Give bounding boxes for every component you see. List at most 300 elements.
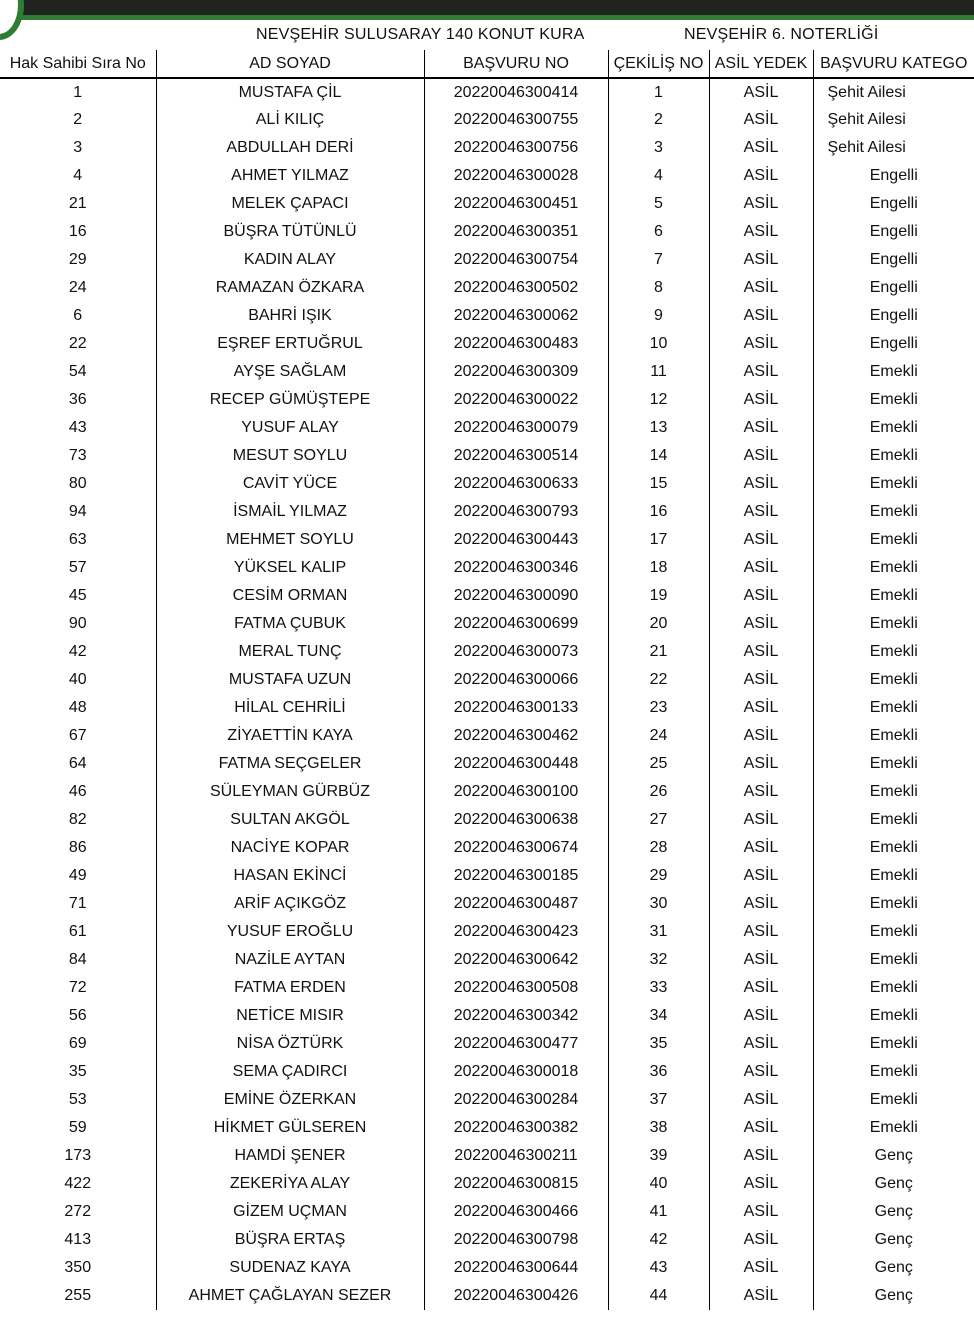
status-cell: ASİL bbox=[709, 750, 813, 778]
table-row bbox=[0, 1254, 974, 1282]
rank-cell: 173 bbox=[64, 1147, 92, 1164]
draw-no-cell: 16 bbox=[608, 498, 709, 526]
draw-no-cell: 19 bbox=[608, 582, 709, 610]
category-cell: Emekli bbox=[813, 694, 974, 722]
name-cell: NAZİLE AYTAN bbox=[156, 946, 424, 974]
application-no-cell: 20220046300079 bbox=[424, 414, 608, 442]
category-cell: Emekli bbox=[813, 554, 974, 582]
draw-no-cell: 18 bbox=[608, 554, 709, 582]
application-no-cell: 20220046300022 bbox=[424, 386, 608, 414]
application-no-cell: 20220046300414 bbox=[424, 78, 608, 106]
category-cell: Engelli bbox=[813, 274, 974, 302]
application-no-cell: 20220046300133 bbox=[424, 694, 608, 722]
status-cell: ASİL bbox=[709, 890, 813, 918]
rank-cell: 43 bbox=[68, 419, 87, 436]
application-no-cell: 20220046300642 bbox=[424, 946, 608, 974]
category-cell: Emekli bbox=[813, 386, 974, 414]
table-row bbox=[0, 1114, 974, 1142]
status-cell: ASİL bbox=[709, 1058, 813, 1086]
category-cell: Emekli bbox=[813, 1086, 974, 1114]
status-cell: ASİL bbox=[709, 414, 813, 442]
application-no-cell: 20220046300426 bbox=[424, 1282, 608, 1310]
draw-no-cell: 12 bbox=[608, 386, 709, 414]
application-no-cell: 20220046300351 bbox=[424, 218, 608, 246]
application-no-cell: 20220046300028 bbox=[424, 162, 608, 190]
draw-no-cell: 20 bbox=[608, 610, 709, 638]
status-cell: ASİL bbox=[709, 610, 813, 638]
status-cell: ASİL bbox=[709, 470, 813, 498]
name-cell: MUSTAFA ÇİL bbox=[156, 78, 424, 106]
status-cell: ASİL bbox=[709, 106, 813, 134]
application-no-cell: 20220046300211 bbox=[424, 1142, 608, 1170]
header-banner bbox=[0, 0, 974, 22]
rank-cell: 86 bbox=[68, 839, 87, 856]
status-cell: ASİL bbox=[709, 806, 813, 834]
draw-no-cell: 43 bbox=[608, 1254, 709, 1282]
name-cell: ARİF AÇIKGÖZ bbox=[156, 890, 424, 918]
category-cell: Emekli bbox=[813, 1114, 974, 1142]
application-no-cell: 20220046300699 bbox=[424, 610, 608, 638]
category-cell: Emekli bbox=[813, 806, 974, 834]
rank-cell: 29 bbox=[68, 251, 87, 268]
status-cell: ASİL bbox=[709, 638, 813, 666]
draw-no-cell: 44 bbox=[608, 1282, 709, 1310]
application-no-cell: 20220046300644 bbox=[424, 1254, 608, 1282]
status-cell: ASİL bbox=[709, 918, 813, 946]
application-no-cell: 20220046300674 bbox=[424, 834, 608, 862]
table-row bbox=[0, 1142, 974, 1170]
application-no-cell: 20220046300754 bbox=[424, 246, 608, 274]
table-row bbox=[0, 974, 974, 1002]
category-cell: Emekli bbox=[813, 946, 974, 974]
table-row bbox=[0, 162, 974, 190]
table-row bbox=[0, 106, 974, 134]
rank-cell: 53 bbox=[68, 1091, 87, 1108]
draw-no-cell: 37 bbox=[608, 1086, 709, 1114]
table-row bbox=[0, 806, 974, 834]
name-cell: NACİYE KOPAR bbox=[156, 834, 424, 862]
status-cell: ASİL bbox=[709, 694, 813, 722]
draw-no-cell: 36 bbox=[608, 1058, 709, 1086]
rank-cell: 61 bbox=[68, 923, 87, 940]
rank-cell: 82 bbox=[68, 811, 87, 828]
draw-no-cell: 38 bbox=[608, 1114, 709, 1142]
draw-no-cell: 34 bbox=[608, 1002, 709, 1030]
category-cell: Emekli bbox=[813, 890, 974, 918]
table-row bbox=[0, 134, 974, 162]
table-row bbox=[0, 1086, 974, 1114]
name-cell: ABDULLAH DERİ bbox=[156, 134, 424, 162]
rank-cell: 94 bbox=[68, 503, 87, 520]
status-cell: ASİL bbox=[709, 190, 813, 218]
name-cell: BÜŞRA TÜTÜNLÜ bbox=[156, 218, 424, 246]
table-row bbox=[0, 610, 974, 638]
name-cell: MEHMET SOYLU bbox=[156, 526, 424, 554]
draw-no-cell: 30 bbox=[608, 890, 709, 918]
status-cell: ASİL bbox=[709, 1086, 813, 1114]
draw-no-cell: 4 bbox=[608, 162, 709, 190]
application-no-cell: 20220046300382 bbox=[424, 1114, 608, 1142]
draw-no-cell: 35 bbox=[608, 1030, 709, 1058]
table-row bbox=[0, 1282, 974, 1310]
table-row bbox=[0, 666, 974, 694]
name-cell: ZİYAETTİN KAYA bbox=[156, 722, 424, 750]
rank-cell: 56 bbox=[68, 1007, 87, 1024]
draw-results-table bbox=[0, 50, 974, 1310]
name-cell: YÜKSEL KALIP bbox=[156, 554, 424, 582]
draw-no-cell: 27 bbox=[608, 806, 709, 834]
table-row bbox=[0, 218, 974, 246]
status-cell: ASİL bbox=[709, 1170, 813, 1198]
status-cell: ASİL bbox=[709, 498, 813, 526]
application-no-cell: 20220046300018 bbox=[424, 1058, 608, 1086]
rank-cell: 36 bbox=[68, 391, 87, 408]
status-cell: ASİL bbox=[709, 134, 813, 162]
name-cell: AYŞE SAĞLAM bbox=[156, 358, 424, 386]
table-row bbox=[0, 330, 974, 358]
application-no-cell: 20220046300100 bbox=[424, 778, 608, 806]
category-cell: Engelli bbox=[813, 302, 974, 330]
draw-no-cell: 22 bbox=[608, 666, 709, 694]
name-cell: CESİM ORMAN bbox=[156, 582, 424, 610]
name-cell: AHMET YILMAZ bbox=[156, 162, 424, 190]
column-header-rank: Hak Sahibi Sıra No bbox=[0, 50, 156, 78]
draw-no-cell: 32 bbox=[608, 946, 709, 974]
table-row bbox=[0, 750, 974, 778]
name-cell: BÜŞRA ERTAŞ bbox=[156, 1226, 424, 1254]
category-cell: Genç bbox=[813, 1282, 974, 1310]
rank-cell: 67 bbox=[68, 727, 87, 744]
rank-cell: 48 bbox=[68, 699, 87, 716]
name-cell: MUSTAFA UZUN bbox=[156, 666, 424, 694]
rank-cell: 46 bbox=[68, 783, 87, 800]
table-row bbox=[0, 834, 974, 862]
category-cell: Emekli bbox=[813, 722, 974, 750]
rank-cell: 35 bbox=[68, 1063, 87, 1080]
category-cell: Emekli bbox=[813, 442, 974, 470]
table-row bbox=[0, 1002, 974, 1030]
name-cell: HAMDİ ŞENER bbox=[156, 1142, 424, 1170]
draw-no-cell: 33 bbox=[608, 974, 709, 1002]
rank-cell: 80 bbox=[68, 475, 87, 492]
name-cell: SÜLEYMAN GÜRBÜZ bbox=[156, 778, 424, 806]
rank-cell: 22 bbox=[68, 335, 87, 352]
name-cell: EŞREF ERTUĞRUL bbox=[156, 330, 424, 358]
status-cell: ASİL bbox=[709, 330, 813, 358]
column-header-category: BAŞVURU KATEGO bbox=[813, 50, 974, 78]
table-row bbox=[0, 890, 974, 918]
name-cell: GİZEM UÇMAN bbox=[156, 1198, 424, 1226]
category-cell: Genç bbox=[813, 1170, 974, 1198]
category-cell: Şehit Ailesi bbox=[813, 106, 974, 134]
application-no-cell: 20220046300443 bbox=[424, 526, 608, 554]
rank-cell: 350 bbox=[64, 1259, 92, 1276]
draw-no-cell: 10 bbox=[608, 330, 709, 358]
category-cell: Emekli bbox=[813, 498, 974, 526]
table-row bbox=[0, 414, 974, 442]
rank-cell: 54 bbox=[68, 363, 87, 380]
category-cell: Emekli bbox=[813, 778, 974, 806]
table-row bbox=[0, 862, 974, 890]
rank-cell: 3 bbox=[73, 139, 83, 156]
name-cell: MERAL TUNÇ bbox=[156, 638, 424, 666]
table-row bbox=[0, 722, 974, 750]
draw-no-cell: 1 bbox=[608, 78, 709, 106]
name-cell: İSMAİL YILMAZ bbox=[156, 498, 424, 526]
application-no-cell: 20220046300638 bbox=[424, 806, 608, 834]
name-cell: YUSUF EROĞLU bbox=[156, 918, 424, 946]
application-no-cell: 20220046300798 bbox=[424, 1226, 608, 1254]
rank-cell: 4 bbox=[73, 167, 83, 184]
name-cell: SUDENAZ KAYA bbox=[156, 1254, 424, 1282]
category-cell: Emekli bbox=[813, 1030, 974, 1058]
application-no-cell: 20220046300514 bbox=[424, 442, 608, 470]
category-cell: Engelli bbox=[813, 162, 974, 190]
draw-no-cell: 31 bbox=[608, 918, 709, 946]
status-cell: ASİL bbox=[709, 386, 813, 414]
rank-cell: 21 bbox=[68, 195, 87, 212]
table-row bbox=[0, 1198, 974, 1226]
draw-no-cell: 6 bbox=[608, 218, 709, 246]
status-cell: ASİL bbox=[709, 1226, 813, 1254]
draw-no-cell: 41 bbox=[608, 1198, 709, 1226]
category-cell: Genç bbox=[813, 1226, 974, 1254]
application-no-cell: 20220046300483 bbox=[424, 330, 608, 358]
category-cell: Genç bbox=[813, 1254, 974, 1282]
draw-no-cell: 25 bbox=[608, 750, 709, 778]
rank-cell: 72 bbox=[68, 979, 87, 996]
category-cell: Emekli bbox=[813, 750, 974, 778]
name-cell: EMİNE ÖZERKAN bbox=[156, 1086, 424, 1114]
rank-cell: 63 bbox=[68, 531, 87, 548]
status-cell: ASİL bbox=[709, 1282, 813, 1310]
status-cell: ASİL bbox=[709, 302, 813, 330]
status-cell: ASİL bbox=[709, 246, 813, 274]
rank-cell: 73 bbox=[68, 447, 87, 464]
status-cell: ASİL bbox=[709, 946, 813, 974]
application-no-cell: 20220046300073 bbox=[424, 638, 608, 666]
draw-no-cell: 24 bbox=[608, 722, 709, 750]
name-cell: RAMAZAN ÖZKARA bbox=[156, 274, 424, 302]
draw-no-cell: 29 bbox=[608, 862, 709, 890]
category-cell: Emekli bbox=[813, 414, 974, 442]
table-row bbox=[0, 554, 974, 582]
name-cell: HASAN EKİNCİ bbox=[156, 862, 424, 890]
status-cell: ASİL bbox=[709, 862, 813, 890]
application-no-cell: 20220046300284 bbox=[424, 1086, 608, 1114]
application-no-cell: 20220046300466 bbox=[424, 1198, 608, 1226]
table-row bbox=[0, 498, 974, 526]
logo-emblem-icon bbox=[0, 0, 24, 40]
draw-no-cell: 7 bbox=[608, 246, 709, 274]
category-cell: Emekli bbox=[813, 358, 974, 386]
application-no-cell: 20220046300346 bbox=[424, 554, 608, 582]
banner-dark-band bbox=[0, 0, 974, 15]
rank-cell: 59 bbox=[68, 1119, 87, 1136]
draw-no-cell: 13 bbox=[608, 414, 709, 442]
table-row bbox=[0, 1058, 974, 1086]
status-cell: ASİL bbox=[709, 442, 813, 470]
category-cell: Emekli bbox=[813, 470, 974, 498]
category-cell: Engelli bbox=[813, 218, 974, 246]
draw-no-cell: 23 bbox=[608, 694, 709, 722]
category-cell: Emekli bbox=[813, 666, 974, 694]
table-row bbox=[0, 778, 974, 806]
draw-no-cell: 39 bbox=[608, 1142, 709, 1170]
status-cell: ASİL bbox=[709, 722, 813, 750]
table-header-row bbox=[0, 50, 974, 78]
name-cell: SULTAN AKGÖL bbox=[156, 806, 424, 834]
name-cell: ZEKERİYA ALAY bbox=[156, 1170, 424, 1198]
name-cell: KADIN ALAY bbox=[156, 246, 424, 274]
name-cell: FATMA ERDEN bbox=[156, 974, 424, 1002]
application-no-cell: 20220046300508 bbox=[424, 974, 608, 1002]
category-cell: Emekli bbox=[813, 638, 974, 666]
table-row bbox=[0, 190, 974, 218]
application-no-cell: 20220046300815 bbox=[424, 1170, 608, 1198]
name-cell: MELEK ÇAPACI bbox=[156, 190, 424, 218]
table-row bbox=[0, 918, 974, 946]
table-row bbox=[0, 638, 974, 666]
category-cell: Emekli bbox=[813, 834, 974, 862]
name-cell: SEMA ÇADIRCI bbox=[156, 1058, 424, 1086]
application-no-cell: 20220046300793 bbox=[424, 498, 608, 526]
rank-cell: 255 bbox=[64, 1287, 92, 1304]
table-row bbox=[0, 1030, 974, 1058]
category-cell: Emekli bbox=[813, 918, 974, 946]
status-cell: ASİL bbox=[709, 162, 813, 190]
application-no-cell: 20220046300451 bbox=[424, 190, 608, 218]
rank-cell: 49 bbox=[68, 867, 87, 884]
application-no-cell: 20220046300633 bbox=[424, 470, 608, 498]
status-cell: ASİL bbox=[709, 974, 813, 1002]
category-cell: Emekli bbox=[813, 610, 974, 638]
application-no-cell: 20220046300477 bbox=[424, 1030, 608, 1058]
rank-cell: 422 bbox=[64, 1175, 92, 1192]
draw-no-cell: 40 bbox=[608, 1170, 709, 1198]
application-no-cell: 20220046300185 bbox=[424, 862, 608, 890]
rank-cell: 16 bbox=[68, 223, 87, 240]
name-cell: MESUT SOYLU bbox=[156, 442, 424, 470]
category-cell: Emekli bbox=[813, 974, 974, 1002]
table-row bbox=[0, 246, 974, 274]
table-row bbox=[0, 526, 974, 554]
draw-no-cell: 11 bbox=[608, 358, 709, 386]
table-row bbox=[0, 1170, 974, 1198]
draw-no-cell: 14 bbox=[608, 442, 709, 470]
table-row bbox=[0, 946, 974, 974]
application-no-cell: 20220046300462 bbox=[424, 722, 608, 750]
status-cell: ASİL bbox=[709, 1198, 813, 1226]
table-row bbox=[0, 1226, 974, 1254]
name-cell: NETİCE MISIR bbox=[156, 1002, 424, 1030]
application-no-cell: 20220046300090 bbox=[424, 582, 608, 610]
status-cell: ASİL bbox=[709, 274, 813, 302]
draw-no-cell: 2 bbox=[608, 106, 709, 134]
category-cell: Genç bbox=[813, 1198, 974, 1226]
table-row bbox=[0, 358, 974, 386]
table-row bbox=[0, 274, 974, 302]
category-cell: Engelli bbox=[813, 246, 974, 274]
document-title: NEVŞEHİR SULUSARAY 140 KONUT KURA bbox=[256, 26, 585, 43]
application-no-cell: 20220046300062 bbox=[424, 302, 608, 330]
status-cell: ASİL bbox=[709, 778, 813, 806]
status-cell: ASİL bbox=[709, 1142, 813, 1170]
status-cell: ASİL bbox=[709, 582, 813, 610]
application-no-cell: 20220046300502 bbox=[424, 274, 608, 302]
name-cell: ALİ KILIÇ bbox=[156, 106, 424, 134]
name-cell: AHMET ÇAĞLAYAN SEZER bbox=[156, 1282, 424, 1310]
status-cell: ASİL bbox=[709, 358, 813, 386]
category-cell: Emekli bbox=[813, 1058, 974, 1086]
category-cell: Genç bbox=[813, 1142, 974, 1170]
status-cell: ASİL bbox=[709, 666, 813, 694]
name-cell: CAVİT YÜCE bbox=[156, 470, 424, 498]
application-no-cell: 20220046300487 bbox=[424, 890, 608, 918]
name-cell: FATMA ÇUBUK bbox=[156, 610, 424, 638]
table-row bbox=[0, 582, 974, 610]
rank-cell: 40 bbox=[68, 671, 87, 688]
rank-cell: 69 bbox=[68, 1035, 87, 1052]
notary-title: NEVŞEHİR 6. NOTERLİĞİ bbox=[684, 26, 879, 43]
rank-cell: 6 bbox=[73, 307, 83, 324]
category-cell: Emekli bbox=[813, 526, 974, 554]
draw-no-cell: 5 bbox=[608, 190, 709, 218]
application-no-cell: 20220046300423 bbox=[424, 918, 608, 946]
category-cell: Emekli bbox=[813, 1002, 974, 1030]
column-header-application-no: BAŞVURU NO bbox=[424, 50, 608, 78]
column-header-draw-no: ÇEKİLİŞ NO bbox=[608, 50, 709, 78]
name-cell: NİSA ÖZTÜRK bbox=[156, 1030, 424, 1058]
table-row bbox=[0, 78, 974, 106]
application-no-cell: 20220046300756 bbox=[424, 134, 608, 162]
name-cell: HİKMET GÜLSEREN bbox=[156, 1114, 424, 1142]
name-cell: RECEP GÜMÜŞTEPE bbox=[156, 386, 424, 414]
category-cell: Şehit Ailesi bbox=[813, 134, 974, 162]
name-cell: HİLAL CEHRİLİ bbox=[156, 694, 424, 722]
status-cell: ASİL bbox=[709, 218, 813, 246]
draw-no-cell: 42 bbox=[608, 1226, 709, 1254]
draw-no-cell: 28 bbox=[608, 834, 709, 862]
name-cell: BAHRİ IŞIK bbox=[156, 302, 424, 330]
rank-cell: 45 bbox=[68, 587, 87, 604]
category-cell: Engelli bbox=[813, 330, 974, 358]
rank-cell: 71 bbox=[68, 895, 87, 912]
column-header-name: AD SOYAD bbox=[156, 50, 424, 78]
category-cell: Emekli bbox=[813, 862, 974, 890]
rank-cell: 2 bbox=[73, 111, 83, 128]
rank-cell: 57 bbox=[68, 559, 87, 576]
status-cell: ASİL bbox=[709, 78, 813, 106]
rank-cell: 413 bbox=[64, 1231, 92, 1248]
draw-no-cell: 15 bbox=[608, 470, 709, 498]
category-cell: Emekli bbox=[813, 582, 974, 610]
table-row bbox=[0, 442, 974, 470]
draw-no-cell: 26 bbox=[608, 778, 709, 806]
draw-no-cell: 8 bbox=[608, 274, 709, 302]
column-header-principal-reserve: ASİL YEDEK bbox=[709, 50, 813, 78]
status-cell: ASİL bbox=[709, 1030, 813, 1058]
category-cell: Şehit Ailesi bbox=[813, 78, 974, 106]
draw-no-cell: 3 bbox=[608, 134, 709, 162]
status-cell: ASİL bbox=[709, 1002, 813, 1030]
status-cell: ASİL bbox=[709, 834, 813, 862]
table-row bbox=[0, 694, 974, 722]
application-no-cell: 20220046300755 bbox=[424, 106, 608, 134]
rank-cell: 272 bbox=[64, 1203, 92, 1220]
table-row bbox=[0, 470, 974, 498]
name-cell: FATMA SEÇGELER bbox=[156, 750, 424, 778]
